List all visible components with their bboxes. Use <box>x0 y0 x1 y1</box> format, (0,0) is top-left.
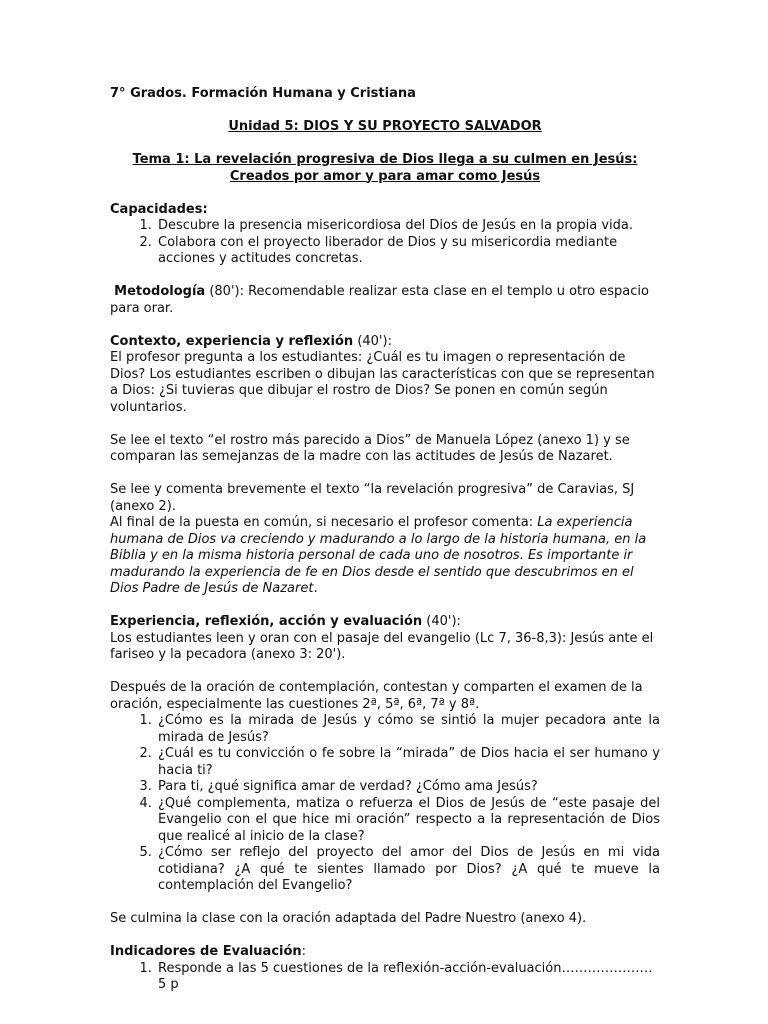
indicadores-list <box>110 961 660 994</box>
metodologia-line <box>110 284 660 317</box>
indicadores-heading: Indicadores de Evaluación <box>110 944 302 959</box>
indicadores-heading-line <box>110 944 660 961</box>
contexto-paragraph: Se lee y comenta brevemente el texto “la revelación progresiva” de Caravias, SJ (anexo 2). <box>110 482 635 514</box>
capacidades-heading: Capacidades: <box>110 201 208 217</box>
experiencia-heading-line <box>110 614 660 631</box>
contexto-heading-line <box>110 334 660 351</box>
metodologia-text: (80'): Recomendable realizar esta clase en el templo u otro espacio para orar. <box>110 284 649 316</box>
question-item: 1. ¿Cómo es la mirada de Jesús y cómo se sintió la mujer pecadora ante la mirada de Jesús? <box>156 713 660 746</box>
indicadores-colon: : <box>301 944 307 959</box>
indicador-item: 1. Responde a las 5 cuestiones de la reflexión-acción-evaluación………………… 5 p <box>156 961 660 994</box>
closing-paragraph: Se culmina la clase con la oración adaptada del Padre Nuestro (anexo 4). <box>110 911 587 926</box>
contexto-paragraph: El profesor pregunta a los estudiantes: ¿Cuál es tu imagen o representación de Dios? Los estudiantes escriben o dibujan las características con que se representan a Dios: ¿Si tuvieras que dibujar el rostro de Dios? Se ponen en común según voluntarios. <box>110 350 655 415</box>
metodologia-label: Metodología <box>114 284 206 299</box>
capacidad-item: 2. Colabora con el proyecto liberador de Dios y su misericordia mediante acciones y actitudes concretas. <box>156 235 660 268</box>
experiencia-duration: (40'): <box>422 614 461 629</box>
experiencia-heading: Experiencia, reflexión, acción y evaluación <box>110 614 423 629</box>
unit-title: Unidad 5: DIOS Y SU PROYECTO SALVADOR <box>228 119 542 134</box>
contexto-heading: Contexto, experiencia y reflexión <box>110 333 354 349</box>
contexto-duration: (40'): <box>353 333 392 349</box>
questions-list <box>110 713 660 895</box>
question-item: 4. ¿Qué complementa, matiza o refuerza el Dios de Jesús de “este pasaje del Evangelio con el que hice mi oración” respecto a la representación de Dios que realicé al inicio de la clase? <box>156 796 660 846</box>
topic-title-line2: Creados por amor y para amar como Jesús <box>229 168 541 184</box>
question-item: 5. ¿Cómo ser reflejo del proyecto del amor del Dios de Jesús en mi vida cotidiana? ¿A qué te sientes llamado por Dios? ¿A qué te mueve la contemplación del Evangelio? <box>156 845 660 895</box>
experiencia-paragraph: Después de la oración de contemplación, contestan y comparten el examen de la oración, especialmente las cuestiones 2ª, 5ª, 6ª, 7ª y 8ª. <box>110 680 643 712</box>
topic-title-line1: Tema 1: La revelación progresiva de Dios llega a su culmen en Jesús: <box>132 152 638 167</box>
question-item: 3. Para ti, ¿qué significa amar de verdad? ¿Cómo ama Jesús? <box>156 779 660 796</box>
question-item: 2. ¿Cuál es tu convicción o fe sobre la “mirada” de Dios hacia el ser humano y hacia ti? <box>156 746 660 779</box>
capacidades-list <box>110 218 660 268</box>
contexto-paragraph: Se lee el texto “el rostro más parecido a Dios” de Manuela López (anexo 1) y se comparan las semejanzas de la madre con las actitudes de Jesús de Nazaret. <box>110 432 630 464</box>
capacidad-item: 1. Descubre la presencia misericordiosa del Dios de Jesús en la propia vida. <box>156 218 660 235</box>
document-body <box>110 86 660 994</box>
contexto-comment-italic: La experiencia humana de Dios va creciendo y madurando a lo largo de la historia humana, en la Biblia y en la misma historia personal de cada uno de nosotros. Es importante ir madurando la experiencia de fe en Dios desde el sentido que descubrimos en el Dios Padre de Jesús de Nazaret <box>110 515 647 596</box>
grade-title: 7° Grados. Formación Humana y Cristiana <box>110 86 416 101</box>
contexto-comment <box>110 515 660 598</box>
experiencia-paragraph: Los estudiantes leen y oran con el pasaje del evangelio (Lc 7, 36-8,3): Jesús ante el fariseo y la pecadora (anexo 3: 20'). <box>110 630 654 662</box>
contexto-comment-intro: Al final de la puesta en común, si necesario el profesor comenta: <box>110 515 538 530</box>
contexto-comment-end: . <box>313 581 318 596</box>
